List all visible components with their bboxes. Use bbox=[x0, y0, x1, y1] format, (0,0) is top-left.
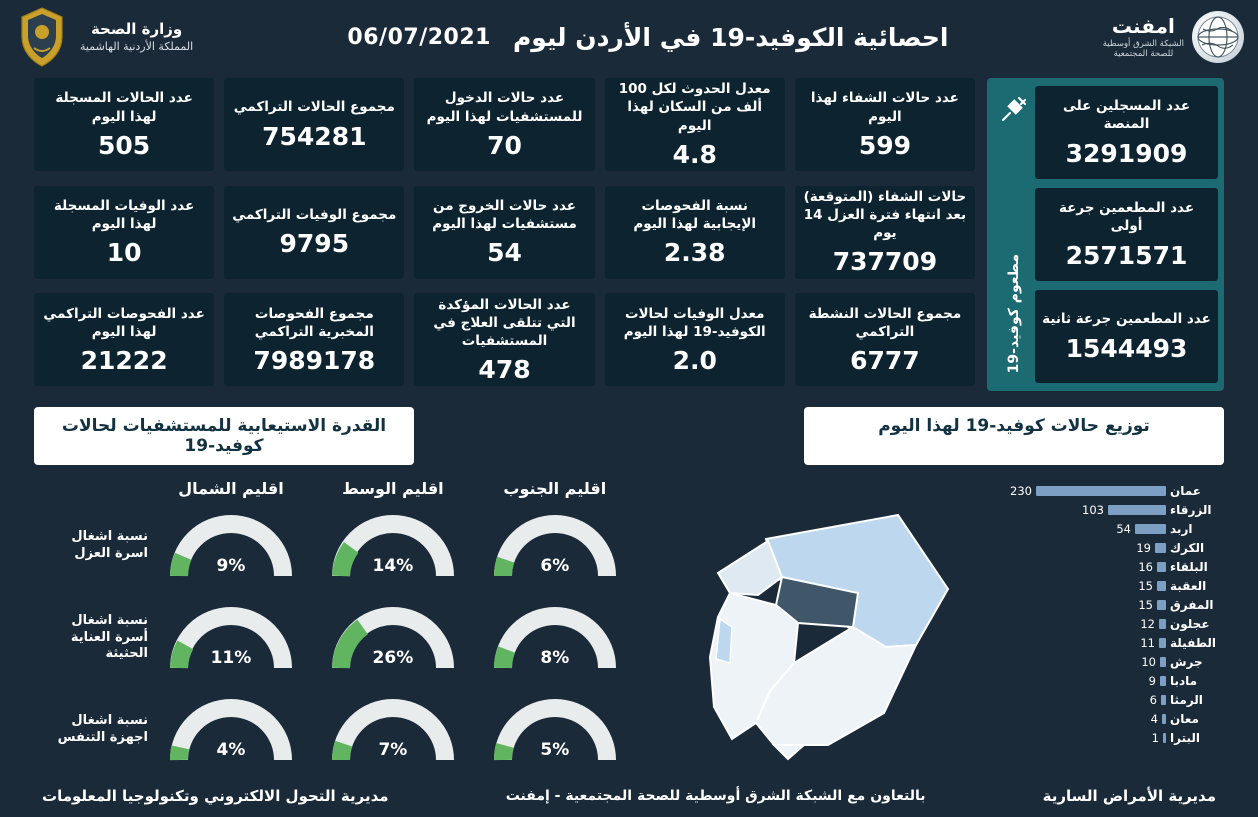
bar-label: الرمثا bbox=[1170, 692, 1203, 707]
bar-label: عجلون bbox=[1170, 616, 1210, 631]
bar-label: مادبا bbox=[1170, 673, 1198, 688]
gauge-value: 4% bbox=[216, 740, 246, 760]
gauge-cell bbox=[312, 696, 474, 764]
stat-card-death-rate bbox=[605, 293, 785, 386]
stat-card-active-cases bbox=[795, 293, 975, 386]
map-region-aqaba bbox=[774, 745, 804, 759]
page-footer bbox=[0, 775, 1258, 817]
emphnet-logo bbox=[1103, 11, 1244, 63]
stat-label: نسبة الفحوصات الإيجابية لهذا اليوم bbox=[633, 197, 757, 233]
bar-value: 1 bbox=[1151, 730, 1159, 745]
ministry-logo bbox=[14, 6, 193, 68]
stat-card-new-cases bbox=[34, 78, 214, 171]
ministry-text bbox=[80, 20, 193, 54]
stat-label: معدل الوفيات لحالات الكوفيد-19 لهذا اليوم bbox=[623, 305, 766, 340]
bar-chart-row bbox=[969, 728, 1224, 747]
gauge-cell bbox=[312, 604, 474, 672]
region-header-north: اقليم الشمال bbox=[178, 479, 284, 498]
stat-value: 2.0 bbox=[672, 346, 717, 376]
gauge-cell bbox=[150, 604, 312, 672]
bar-chart-row bbox=[969, 557, 1224, 576]
stat-value: 1544493 bbox=[1065, 334, 1188, 364]
gauge-cell bbox=[150, 512, 312, 580]
stat-card-confirmed-in-hospital bbox=[414, 293, 594, 386]
stat-card bbox=[1035, 188, 1218, 281]
logo-title: امفنت bbox=[1111, 13, 1175, 38]
gauge-center-icu bbox=[329, 604, 457, 672]
logo-sub-1: الشبكة الشرق أوسطية bbox=[1102, 38, 1184, 49]
syringe-icon bbox=[997, 92, 1031, 130]
stat-value: 478 bbox=[478, 355, 531, 385]
capacity-section-title: القدرة الاستيعابية للمستشفيات لحالات كوفيد-19 bbox=[34, 407, 414, 465]
page-title bbox=[347, 23, 948, 52]
bar-label: الكرك bbox=[1170, 540, 1205, 555]
stat-label: عدد حالات الشفاء لهذا اليوم bbox=[810, 90, 959, 125]
bar-label: معان bbox=[1170, 711, 1199, 726]
stat-value: 2.38 bbox=[663, 238, 726, 268]
gauge-cell bbox=[474, 604, 636, 672]
stat-label: عدد المطعمين جرعة ثانية bbox=[1042, 310, 1211, 327]
gauge-value: 14% bbox=[372, 556, 414, 576]
gauge-row-label: نسبة اشغال أسرة العناية الحثيثة bbox=[70, 612, 148, 662]
stat-label: معدل الحدوث لكل 100 ألف من السكان لهذا اليوم bbox=[618, 81, 771, 134]
stat-value: 599 bbox=[858, 130, 911, 160]
stat-value: 21222 bbox=[80, 346, 168, 376]
gauge-row-label: نسبة اشغال اسرة العزل bbox=[71, 529, 148, 561]
stat-label: مجموع الحالات التراكمي bbox=[233, 99, 395, 116]
stat-label: عدد المسجلين على المنصة bbox=[1062, 97, 1191, 132]
stat-label: عدد الحالات المؤكدة التي تتلقى العلاج في المستشفيات bbox=[433, 296, 576, 349]
bar-label: الطفيلة bbox=[1170, 635, 1217, 650]
gauge-value: 5% bbox=[540, 740, 570, 760]
bar-value: 10 bbox=[1141, 654, 1156, 669]
region-header-center: اقليم الوسط bbox=[342, 479, 444, 498]
gauge-headers bbox=[34, 479, 636, 498]
stat-value: 505 bbox=[98, 130, 151, 160]
stat-label: عدد الفحوصات التراكمي لهذا اليوم bbox=[43, 305, 205, 340]
stat-card bbox=[1035, 86, 1218, 179]
bar-value: 19 bbox=[1136, 540, 1151, 555]
stats-cards bbox=[34, 78, 975, 391]
bar-value: 15 bbox=[1138, 578, 1153, 593]
vaccine-panel-label: مطعوم كوفيد-19 bbox=[1006, 253, 1022, 373]
jordan-map bbox=[648, 477, 978, 762]
bar-label: المفرق bbox=[1170, 597, 1214, 612]
stat-value: 7989178 bbox=[253, 346, 376, 376]
page-title-text: احصائية الكوفيد-19 في الأردن ليوم bbox=[512, 22, 949, 52]
gauge-row-label: نسبة اشغال اجهزة التنفس bbox=[57, 713, 148, 745]
vaccine-panel bbox=[987, 78, 1224, 391]
stat-card-total-tests bbox=[224, 293, 404, 386]
stat-card-new-deaths bbox=[34, 186, 214, 279]
gauge-row-ventilators bbox=[34, 686, 636, 774]
bar-chart-row bbox=[969, 576, 1224, 595]
gauge-cell bbox=[150, 696, 312, 764]
stat-value: 4.8 bbox=[672, 139, 717, 169]
bar-label: البلقاء bbox=[1170, 559, 1208, 574]
vaccine-cards bbox=[1035, 86, 1218, 383]
distribution-section-title: توزيع حالات كوفيد-19 لهذا اليوم bbox=[804, 407, 1224, 465]
kingdom-name: المملكة الأردنية الهاشمية bbox=[80, 39, 194, 53]
bar-chart-row bbox=[969, 519, 1224, 538]
gauge-cell bbox=[312, 512, 474, 580]
bar-chart-row bbox=[969, 690, 1224, 709]
bar-chart-row bbox=[969, 633, 1224, 652]
footer-right: مديرية الأمراض السارية bbox=[1042, 787, 1216, 805]
stat-card-total-cases bbox=[224, 78, 404, 171]
stat-card bbox=[1035, 290, 1218, 383]
gauge-south-icu bbox=[491, 604, 619, 672]
lower-content bbox=[34, 477, 1224, 777]
gauge-value: 26% bbox=[372, 648, 414, 668]
bar-chart-row bbox=[969, 500, 1224, 519]
stat-value: 70 bbox=[487, 130, 522, 160]
bar-label: الزرقاء bbox=[1170, 502, 1212, 517]
gauge-north-isolation bbox=[167, 512, 295, 580]
stat-card-recovered-today bbox=[795, 78, 975, 171]
globe-icon bbox=[1192, 11, 1244, 63]
vaccine-panel-side bbox=[993, 86, 1035, 383]
stat-label: عدد الوفيات المسجلة لهذا اليوم bbox=[53, 197, 195, 233]
stat-label: مجموع الحالات النشطة التراكمي bbox=[808, 305, 962, 340]
stat-card-hospital-discharges bbox=[414, 186, 594, 279]
stat-card-total-deaths bbox=[224, 186, 404, 279]
stat-label: عدد المطعمين جرعة أولى bbox=[1058, 199, 1195, 234]
jordan-crest-icon bbox=[14, 6, 70, 68]
stat-value: 6777 bbox=[850, 346, 920, 376]
statistics-grid bbox=[34, 78, 1224, 391]
gauge-south-ventilator bbox=[491, 696, 619, 764]
stat-value: 754281 bbox=[262, 121, 367, 151]
page-header bbox=[0, 0, 1258, 74]
bar-chart-row bbox=[969, 652, 1224, 671]
footer-middle: بالتعاون مع الشبكة الشرق أوسطية للصحة المجتمعية - إمفنت bbox=[505, 788, 926, 804]
bar-chart-row bbox=[969, 481, 1224, 500]
bar-chart-row bbox=[969, 538, 1224, 557]
stat-label: عدد الحالات المسجلة لهذا اليوم bbox=[55, 90, 193, 125]
bar-value: 103 bbox=[1082, 502, 1104, 517]
stat-label: مجموع الوفيات التراكمي bbox=[232, 207, 397, 224]
stat-value: 9795 bbox=[279, 229, 350, 259]
gauge-row-isolation-beds bbox=[34, 502, 636, 590]
region-header-south: اقليم الجنوب bbox=[503, 479, 607, 498]
stat-value: 737709 bbox=[832, 247, 938, 277]
bar-label: البترا bbox=[1170, 730, 1200, 745]
governorate-bar-chart bbox=[969, 481, 1224, 747]
stat-value: 2571571 bbox=[1065, 241, 1188, 271]
stat-card-positivity-rate bbox=[605, 186, 785, 279]
gauge-north-ventilator bbox=[167, 696, 295, 764]
bar-value: 15 bbox=[1138, 597, 1153, 612]
gauge-value: 9% bbox=[216, 556, 246, 576]
bar-value: 54 bbox=[1116, 521, 1131, 536]
bar-chart-row bbox=[969, 709, 1224, 728]
bar-value: 16 bbox=[1138, 559, 1153, 574]
bar-label: جرش bbox=[1170, 654, 1203, 669]
ministry-name: وزارة الصحة bbox=[90, 20, 183, 39]
bar-value: 4 bbox=[1150, 711, 1158, 726]
stat-label: عدد حالات الخروج من مستشفيات لهذا اليوم bbox=[432, 197, 577, 233]
section-titles bbox=[34, 407, 1224, 465]
bar-chart-row bbox=[969, 595, 1224, 614]
stat-card-incidence-rate bbox=[605, 78, 785, 171]
bar-value: 9 bbox=[1148, 673, 1156, 688]
gauge-cell bbox=[474, 696, 636, 764]
stat-label: مجموع الفحوصات المخبرية التراكمي bbox=[254, 305, 374, 340]
stat-label: حالات الشفاء (المتوقعة) بعد انتهاء فترة العزل 14 يوم bbox=[803, 188, 967, 242]
stat-card-tests-today bbox=[34, 293, 214, 386]
gauge-value: 6% bbox=[540, 556, 570, 576]
emphnet-logo-text bbox=[1103, 15, 1184, 60]
gauge-center-isolation bbox=[329, 512, 457, 580]
bar-label: اربد bbox=[1170, 521, 1193, 536]
bar-chart-row bbox=[969, 671, 1224, 690]
logo-sub-2: للصحة المجتمعية bbox=[1113, 48, 1174, 59]
bar-chart-row bbox=[969, 614, 1224, 633]
gauge-grid bbox=[34, 477, 636, 774]
stat-card-expected-recoveries bbox=[795, 186, 975, 279]
bar-label: العقبة bbox=[1170, 578, 1207, 593]
stat-card-hospital-admissions bbox=[414, 78, 594, 171]
bar-value: 12 bbox=[1140, 616, 1155, 631]
gauge-value: 8% bbox=[540, 648, 570, 668]
gauge-cell bbox=[474, 512, 636, 580]
gauge-value: 7% bbox=[378, 740, 408, 760]
bar-label: عمان bbox=[1170, 483, 1201, 498]
gauge-row-icu-beds bbox=[34, 594, 636, 682]
stat-value: 3291909 bbox=[1065, 139, 1188, 169]
stat-value: 54 bbox=[487, 238, 522, 268]
gauge-south-isolation bbox=[491, 512, 619, 580]
report-date: 06/07/2021 bbox=[347, 24, 491, 50]
hospital-capacity-panel bbox=[34, 477, 636, 777]
gauge-value: 11% bbox=[210, 648, 252, 668]
stat-label: عدد حالات الدخول للمستشفيات لهذا اليوم bbox=[426, 90, 583, 125]
bar-value: 230 bbox=[1010, 483, 1032, 498]
gauge-center-ventilator bbox=[329, 696, 457, 764]
footer-left: مديرية التحول الالكتروني وتكنولوجيا المعلومات bbox=[42, 787, 389, 805]
distribution-panel bbox=[646, 477, 1224, 777]
bar-value: 11 bbox=[1140, 635, 1155, 650]
gauge-north-icu bbox=[167, 604, 295, 672]
bar-value: 6 bbox=[1149, 692, 1157, 707]
stat-value: 10 bbox=[106, 238, 142, 268]
